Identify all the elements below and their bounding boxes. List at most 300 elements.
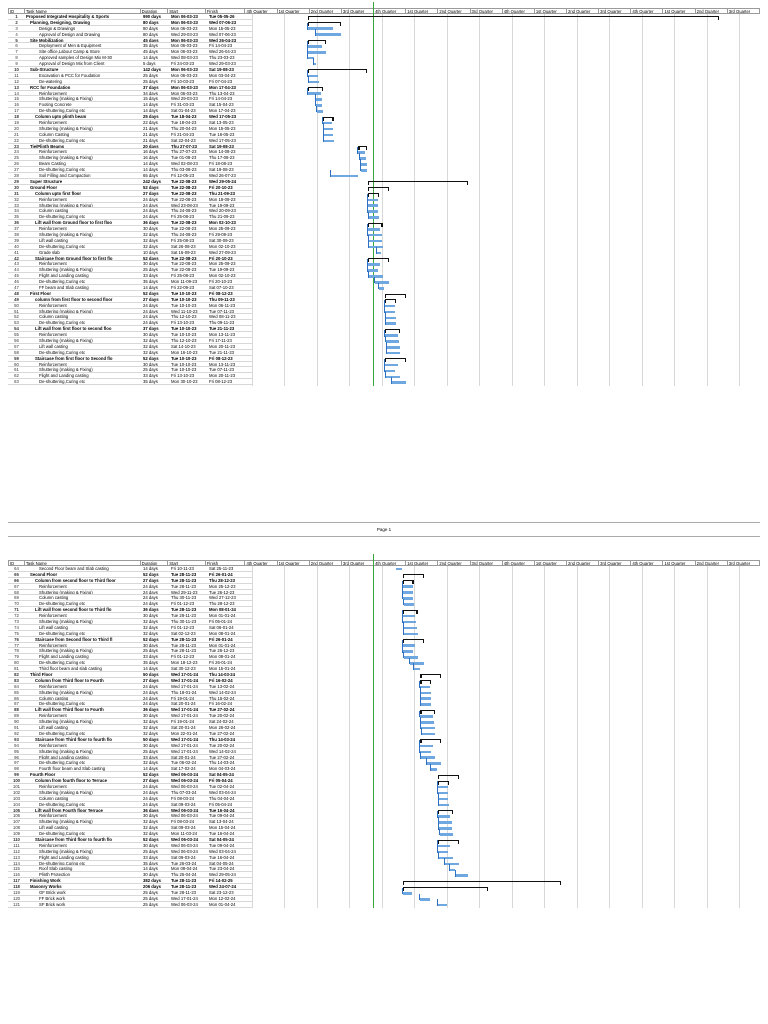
task-finish: Mon 02-10-23	[209, 273, 236, 279]
task-finish: Tue 07-11-23	[209, 308, 235, 314]
task-id: 115	[13, 866, 20, 872]
task-finish: Sat 04-05-24	[209, 836, 234, 842]
task-bar[interactable]	[438, 845, 450, 848]
task-duration: 45 days	[143, 49, 158, 55]
task-bar[interactable]	[368, 199, 378, 202]
dependency-link	[437, 899, 438, 906]
header-id[interactable]: ID	[8, 560, 25, 566]
task-name: Lift wall casting	[39, 237, 68, 243]
header-id[interactable]: ID	[8, 8, 25, 14]
task-start: Sat 09-03-24	[171, 825, 196, 831]
task-name: Lift wall from Ground floor to first floo	[35, 220, 112, 226]
header-quarter: 3rd Quarter	[728, 8, 760, 14]
header-duration[interactable]: Duration	[141, 8, 169, 14]
header-start[interactable]: Start	[168, 8, 206, 14]
summary-bar[interactable]	[420, 680, 431, 681]
task-finish: Wed 27-09-23	[209, 249, 236, 255]
task-duration: 14 days	[143, 284, 158, 290]
task-name: De-watering	[39, 78, 62, 84]
task-start: Tue 10-10-23	[171, 355, 197, 361]
task-id: 16	[14, 102, 19, 108]
task-name: Flight and Landing casting	[39, 854, 89, 860]
task-bar[interactable]	[385, 370, 395, 373]
dependency-link	[378, 283, 379, 290]
summary-bar[interactable]	[438, 781, 449, 782]
task-finish: Sat 23-12-23	[209, 889, 234, 895]
task-finish: Mon 26-02-24	[209, 725, 236, 730]
task-finish: Fri 08-12-23	[209, 355, 233, 361]
quarter-gridline	[707, 566, 708, 908]
task-bar[interactable]	[385, 364, 397, 367]
task-bar[interactable]	[387, 346, 401, 349]
task-bar[interactable]	[323, 122, 332, 125]
summary-bar[interactable]	[403, 887, 488, 888]
task-finish: Fri 29-09-23	[209, 231, 233, 237]
task-name: Soil Filling and Compaction	[39, 173, 91, 178]
task-bar[interactable]	[385, 334, 397, 337]
task-bar[interactable]	[324, 134, 333, 137]
summary-bar[interactable]	[323, 117, 334, 118]
quarter-gridline	[707, 14, 708, 386]
task-start: Mon 06-03-23	[171, 90, 198, 96]
task-start: Wed 17-01-24	[171, 742, 198, 748]
summary-bar[interactable]	[368, 258, 389, 259]
dependency-link	[420, 752, 421, 759]
task-name: Lift wall from Fourth floor Terrace	[35, 807, 103, 813]
task-bar[interactable]	[314, 63, 316, 66]
dependency-link	[360, 165, 361, 172]
task-id: 106	[12, 813, 21, 819]
task-bar[interactable]	[361, 169, 367, 172]
task-bar[interactable]	[368, 269, 378, 272]
summary-bar[interactable]	[420, 674, 441, 675]
task-finish: Mon 15-04-24	[209, 825, 236, 831]
task-finish: Fri 20-10-23	[209, 255, 233, 261]
task-finish: Fri 14-04-23	[209, 43, 233, 49]
summary-bar[interactable]	[403, 574, 424, 575]
task-start: Mon 06-03-23	[171, 43, 198, 49]
task-finish: Wed 29-03-23	[209, 61, 236, 67]
header-finish[interactable]: Finish	[206, 8, 246, 14]
task-finish: Mon 17-04-23	[209, 108, 236, 114]
summary-bar[interactable]	[368, 187, 389, 188]
task-bar[interactable]	[368, 210, 378, 213]
summary-bar[interactable]	[368, 223, 383, 224]
summary-bar[interactable]	[308, 69, 367, 70]
task-bar[interactable]	[331, 175, 358, 178]
task-start: Tue 01-08-23	[171, 155, 197, 161]
task-bar[interactable]	[377, 252, 381, 255]
task-id: 121	[12, 901, 21, 907]
task-bar[interactable]	[324, 128, 333, 131]
task-finish: Mon 01-04-24	[209, 901, 236, 907]
task-name: Column upto first floor	[35, 190, 82, 196]
task-bar[interactable]	[317, 110, 323, 113]
task-finish: Mon 08-01-24	[209, 607, 236, 613]
task-bar[interactable]	[420, 715, 432, 718]
task-bar[interactable]	[403, 615, 415, 618]
task-id: 89	[14, 713, 19, 719]
task-id: 57	[14, 343, 19, 349]
task-name: Reinforcement	[39, 90, 67, 96]
task-id: 94	[14, 742, 19, 748]
task-duration: 24 days	[143, 196, 158, 202]
task-bar[interactable]	[404, 656, 418, 659]
task-duration: 33 days	[143, 273, 158, 279]
task-duration: 142 days	[143, 67, 161, 72]
quarter-gridline	[739, 566, 740, 908]
task-duration: 990 days	[143, 14, 161, 19]
task-row[interactable]	[8, 902, 252, 908]
task-duration: 25 days	[143, 889, 158, 895]
task-bar[interactable]	[308, 27, 333, 30]
summary-bar[interactable]	[308, 40, 327, 41]
task-bar[interactable]	[385, 311, 395, 314]
task-duration: 32 days	[143, 730, 158, 736]
task-id: 37	[14, 226, 19, 231]
task-finish: Tue 07-11-23	[209, 367, 235, 373]
task-id: 30	[14, 184, 19, 190]
task-start: Wed 06-03-24	[171, 783, 198, 789]
summary-bar[interactable]	[358, 146, 367, 147]
task-start: Fri 01-12-23	[171, 624, 195, 630]
task-bar[interactable]	[420, 686, 430, 689]
task-bar[interactable]	[386, 322, 396, 325]
task-name: Reinforcement	[39, 713, 67, 719]
task-bar[interactable]	[309, 81, 319, 84]
task-id: 50	[14, 302, 19, 308]
task-start: Thu 24-08-23	[171, 231, 197, 237]
task-duration: 30 days	[143, 226, 158, 231]
task-bar[interactable]	[386, 376, 400, 379]
task-id: 32	[14, 196, 19, 202]
summary-bar[interactable]	[403, 881, 561, 882]
task-bar[interactable]	[439, 821, 452, 824]
task-bar[interactable]	[324, 140, 333, 143]
task-duration: 32 days	[143, 719, 158, 725]
task-id: 22	[14, 137, 19, 143]
task-name: Reinforcement	[39, 120, 67, 125]
task-bar[interactable]	[421, 703, 431, 706]
task-duration: 21 days	[143, 125, 158, 131]
task-duration: 14 days	[143, 108, 158, 114]
task-bar[interactable]	[439, 827, 453, 830]
header-quarter: 2nd Quarter	[438, 8, 470, 14]
task-duration: 52 days	[143, 355, 159, 361]
task-bar[interactable]	[421, 727, 435, 730]
task-bar[interactable]	[421, 721, 434, 724]
task-duration: 27 days	[143, 296, 159, 302]
header-quarter: 1st Quarter	[663, 560, 695, 566]
task-bar[interactable]	[369, 216, 379, 219]
task-bar[interactable]	[316, 104, 322, 107]
task-bar[interactable]	[421, 756, 435, 759]
task-start: Wed 11-10-23	[171, 308, 198, 314]
header-task-name[interactable]: Task Name	[25, 8, 141, 14]
task-bar[interactable]	[403, 650, 413, 653]
task-bar[interactable]	[308, 51, 327, 54]
task-bar[interactable]	[410, 662, 424, 665]
task-start: Wed 06-03-24	[171, 778, 199, 783]
header-task-name[interactable]: Task Name	[25, 560, 141, 566]
task-id: 72	[14, 613, 19, 619]
task-id: 103	[12, 795, 21, 801]
task-start: Thu 25-04-24	[171, 872, 197, 878]
task-bar[interactable]	[438, 786, 448, 789]
quarter-gridline	[479, 14, 480, 386]
quarter-gridline	[577, 566, 578, 908]
summary-bar[interactable]	[438, 840, 459, 841]
task-id: 55	[14, 332, 19, 337]
task-duration: 21 days	[143, 137, 158, 143]
task-start: Mon 06-03-23	[171, 67, 198, 72]
task-bar[interactable]	[396, 568, 402, 571]
task-bar[interactable]	[385, 305, 395, 308]
summary-bar[interactable]	[308, 87, 323, 88]
task-start: Mon 06-03-23	[171, 37, 198, 43]
task-start: Wed 17-01-24	[171, 707, 199, 713]
task-bar[interactable]	[422, 733, 435, 736]
task-name: Ground Floor	[30, 184, 58, 190]
task-bar[interactable]	[420, 745, 432, 748]
quarter-gridline	[512, 14, 513, 386]
summary-bar[interactable]	[308, 16, 720, 17]
header-finish[interactable]: Finish	[206, 560, 246, 566]
task-bar[interactable]	[368, 263, 380, 266]
task-finish: Sat 13-04-24	[209, 819, 234, 825]
task-bar[interactable]	[387, 352, 400, 355]
task-bar[interactable]	[403, 591, 413, 594]
task-bar[interactable]	[360, 157, 366, 160]
task-finish: Fri 17-11-23	[209, 337, 232, 343]
dependency-link	[386, 347, 387, 354]
task-duration: 32 days	[143, 619, 158, 624]
dependency-link	[444, 858, 445, 865]
summary-bar[interactable]	[385, 299, 396, 300]
task-finish: Thu 09-11-23	[209, 296, 235, 302]
task-start: Tue 22-08-23	[171, 226, 197, 231]
quarter-gridline	[284, 566, 285, 908]
task-finish: Thu 13-04-23	[209, 90, 235, 96]
summary-bar[interactable]	[420, 739, 441, 740]
summary-bar[interactable]	[385, 358, 406, 359]
task-duration: 80 days	[143, 25, 158, 31]
task-start: Sat 09-03-24	[171, 854, 196, 860]
task-start: Tue 22-08-23	[171, 220, 197, 226]
task-bar[interactable]	[404, 603, 414, 606]
task-bar[interactable]	[316, 98, 322, 101]
dependency-link	[402, 888, 403, 895]
task-duration: 24 days	[143, 689, 158, 695]
task-bar[interactable]	[438, 815, 450, 818]
summary-bar[interactable]	[368, 181, 468, 182]
task-start: Tue 28-11-23	[171, 636, 197, 642]
task-name: Shuttering (making & Fixing)	[39, 848, 93, 854]
task-start: Sat 09-03-24	[171, 801, 196, 807]
summary-bar[interactable]	[385, 329, 400, 330]
task-bar[interactable]	[440, 833, 453, 836]
task-bar[interactable]	[431, 768, 437, 771]
task-bar[interactable]	[308, 75, 318, 78]
task-name: De-shuttering,Curing etc	[39, 279, 86, 284]
summary-bar[interactable]	[438, 775, 459, 776]
task-finish: Mon 02-10-23	[209, 220, 236, 226]
task-bar[interactable]	[386, 317, 396, 320]
header-duration[interactable]: Duration	[141, 560, 169, 566]
summary-bar[interactable]	[385, 294, 406, 295]
task-start: Tue 28-11-23	[171, 571, 197, 577]
task-bar[interactable]	[403, 892, 412, 895]
task-id: 3	[15, 25, 18, 31]
quarter-gridline	[317, 566, 318, 908]
dependency-link	[307, 23, 308, 30]
task-bar[interactable]	[404, 633, 418, 636]
task-bar[interactable]	[456, 874, 468, 877]
task-start: Thu 18-01-24	[171, 689, 197, 695]
task-duration: 25 days	[143, 848, 158, 854]
task-bar[interactable]	[403, 621, 416, 624]
task-bar[interactable]	[438, 792, 448, 795]
task-duration: 27 days	[143, 677, 159, 683]
task-finish: Mon 15-01-24	[209, 666, 236, 672]
task-name: De-shuttering,Curing etc	[39, 660, 86, 666]
task-start: Tue 10-10-23	[171, 302, 197, 308]
task-start: Tue 28-11-23	[171, 583, 197, 589]
task-id: 24	[14, 149, 19, 155]
task-duration: 35 days	[143, 660, 158, 666]
task-bar[interactable]	[439, 804, 449, 807]
task-bar[interactable]	[392, 381, 406, 384]
task-start: Mon 18-12-23	[171, 660, 198, 666]
task-bar[interactable]	[368, 228, 380, 231]
task-finish: Fri 14-04-23	[209, 96, 233, 102]
summary-bar[interactable]	[403, 639, 424, 640]
quarter-gridline	[512, 566, 513, 908]
task-bar[interactable]	[420, 898, 430, 901]
task-bar[interactable]	[361, 163, 367, 166]
header-quarter: 3rd Quarter	[471, 8, 503, 14]
summary-bar[interactable]	[403, 580, 414, 581]
task-bar[interactable]	[420, 751, 430, 754]
summary-bar[interactable]	[420, 710, 435, 711]
task-bar[interactable]	[403, 585, 413, 588]
header-quarter: 4th Quarter	[503, 8, 535, 14]
task-bar[interactable]	[308, 45, 322, 48]
task-bar[interactable]	[379, 287, 385, 290]
task-bar[interactable]	[404, 627, 417, 630]
task-id: 86	[14, 695, 19, 701]
task-bar[interactable]	[369, 275, 383, 278]
task-name: Staircase from first floor to Second flo	[35, 355, 113, 361]
quarter-gridline	[252, 14, 253, 386]
task-start: Mon 08-04-24	[171, 866, 198, 872]
status-date-line	[373, 554, 374, 908]
task-id: 98	[14, 766, 19, 772]
task-bar[interactable]	[403, 644, 415, 647]
task-id: 36	[14, 220, 19, 226]
task-id: 90	[14, 719, 19, 725]
task-bar[interactable]	[368, 204, 378, 207]
task-bar[interactable]	[439, 857, 453, 860]
task-duration: 27 days	[143, 577, 159, 583]
quarter-gridline	[739, 14, 740, 386]
task-name: Fourth floor beam and Slab casting	[39, 766, 106, 772]
task-bar[interactable]	[414, 668, 420, 671]
task-duration: 30 days	[143, 361, 158, 367]
quarter-gridline	[674, 14, 675, 386]
task-bar[interactable]	[438, 851, 448, 854]
task-id: 9	[15, 61, 18, 67]
task-start: Wed 17-01-24	[171, 683, 198, 689]
task-start: Wed 06-03-24	[171, 842, 198, 848]
task-name: Shuttering (making & Fixing)	[39, 748, 93, 754]
task-name: Shuttering (making & Fixing)	[39, 96, 93, 102]
task-name: De-shuttering,Curing etc	[39, 379, 86, 385]
task-id: 78	[14, 648, 19, 654]
task-start: Tue 28-11-23	[171, 607, 197, 613]
task-row[interactable]	[8, 379, 252, 385]
task-bar[interactable]	[445, 863, 459, 866]
task-bar[interactable]	[421, 697, 431, 700]
summary-bar[interactable]	[438, 810, 453, 811]
header-start[interactable]: Start	[168, 560, 206, 566]
task-start: Wed 17-01-24	[171, 672, 199, 677]
dependency-link	[307, 88, 308, 95]
task-duration: 52 days	[143, 184, 159, 190]
task-bar[interactable]	[439, 798, 449, 801]
task-id: 77	[14, 642, 19, 648]
task-id: 31	[14, 190, 19, 196]
task-bar[interactable]	[386, 340, 399, 343]
summary-bar[interactable]	[368, 193, 379, 194]
task-duration: 32 days	[143, 831, 158, 836]
task-start: Fri 19-01-24	[171, 695, 195, 701]
task-name: Tie/Plinth Beams	[30, 143, 65, 149]
task-start: Tue 10-10-23	[171, 361, 197, 367]
task-duration: 21 days	[143, 131, 158, 137]
task-finish: Mon 01-01-24	[209, 613, 236, 619]
dependency-link	[385, 318, 386, 325]
task-start: Tue 10-10-23	[171, 326, 197, 332]
task-bar[interactable]	[368, 234, 381, 237]
task-name: Flight and Landing casting	[39, 273, 89, 279]
task-finish: Mon 04-03-24	[209, 766, 236, 772]
task-name: First Floor	[30, 290, 52, 296]
summary-bar[interactable]	[308, 22, 341, 23]
task-bar[interactable]	[316, 33, 341, 36]
summary-bar[interactable]	[403, 610, 418, 611]
task-duration: 33 days	[143, 854, 158, 860]
task-id: 119	[13, 889, 20, 895]
task-duration: 22 days	[143, 120, 158, 125]
task-id: 88	[14, 707, 19, 713]
task-bar[interactable]	[421, 692, 431, 695]
page-footer: Page 1	[376, 527, 392, 532]
task-name: Site office,Labour Camp & Store	[39, 49, 100, 55]
task-duration: 36 days	[143, 220, 159, 226]
task-id: 14	[14, 90, 19, 96]
task-id: 112	[13, 848, 20, 854]
task-duration: 30 days	[143, 813, 158, 819]
task-start: Sat 26-08-23	[171, 243, 196, 249]
quarter-gridline	[284, 14, 285, 386]
task-duration: 24 days	[143, 320, 158, 326]
task-bar[interactable]	[369, 240, 382, 243]
task-bar[interactable]	[403, 597, 413, 600]
task-name: Column Casting	[39, 131, 70, 137]
task-name: Reinforcement	[39, 642, 67, 648]
task-bar[interactable]	[438, 904, 448, 907]
